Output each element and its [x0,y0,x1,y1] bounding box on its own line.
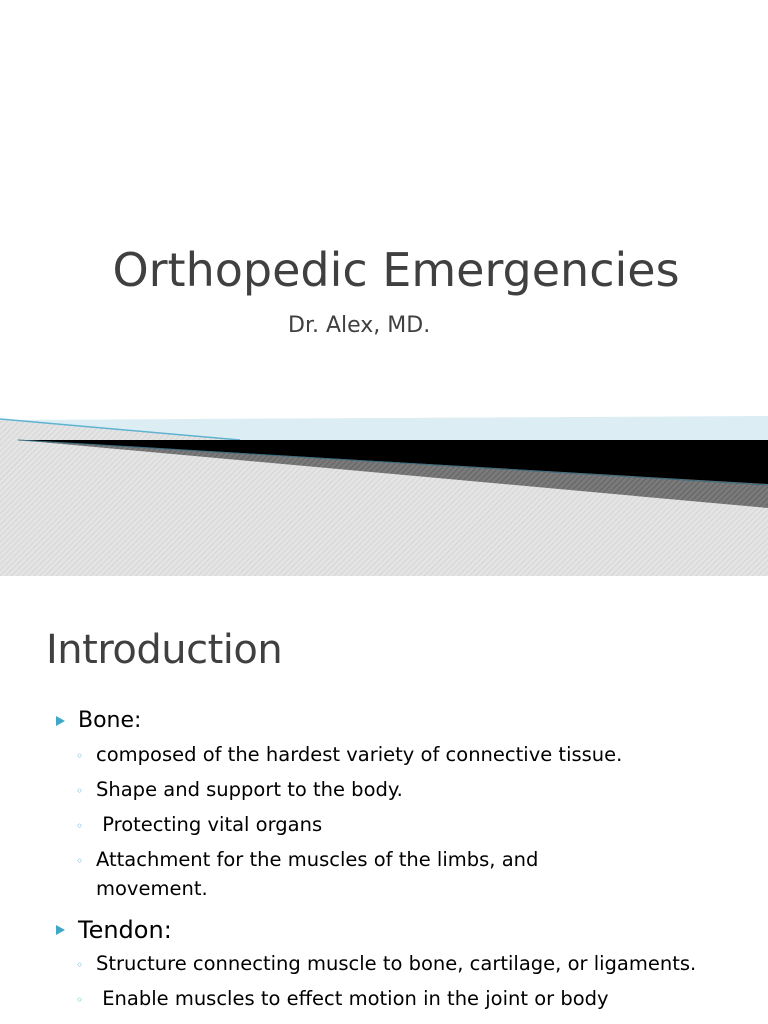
ring-bullet-icon: ◦ [76,958,84,972]
bullet-bone [50,704,750,738]
list-item [76,984,750,1016]
list-item-text: composed of the hardest variety of connective tissue. [96,743,623,766]
arrow-bullet-icon [50,704,78,734]
ring-bullet-icon: ◦ [76,784,84,798]
ring-bullet-icon: ◦ [76,819,84,833]
bullet-tendon [50,913,750,947]
list-item-text: Attachment for the muscles of the limbs, and movement. [96,848,539,900]
list-item [76,740,750,772]
ring-bullet-icon: ◦ [76,993,84,1007]
bullet-list [50,704,750,1019]
presentation-subtitle: Dr. Alex, MD. [288,313,431,338]
arrow-bullet-icon [50,913,78,943]
list-item [76,949,750,981]
bullet-label: Tendon: [78,916,172,944]
list-item [76,775,750,807]
presentation-title: Orthopedic Emergencies [112,243,680,297]
list-item [76,845,750,903]
list-item-text: Shape and support to the body. [96,778,403,801]
list-item-text: Protecting vital organs [96,813,323,836]
decorative-band [0,400,768,576]
slide-title: Introduction [46,627,283,673]
list-item [76,810,750,842]
ring-bullet-icon: ◦ [76,854,84,868]
introduction-slide [0,576,768,1024]
list-item-text: Enable muscles to effect motion in the joint or body [96,987,609,1010]
list-item-text: Structure connecting muscle to bone, cartilage, or ligaments. [96,952,697,975]
ring-bullet-icon: ◦ [76,749,84,763]
bullet-label: Bone: [78,708,142,733]
